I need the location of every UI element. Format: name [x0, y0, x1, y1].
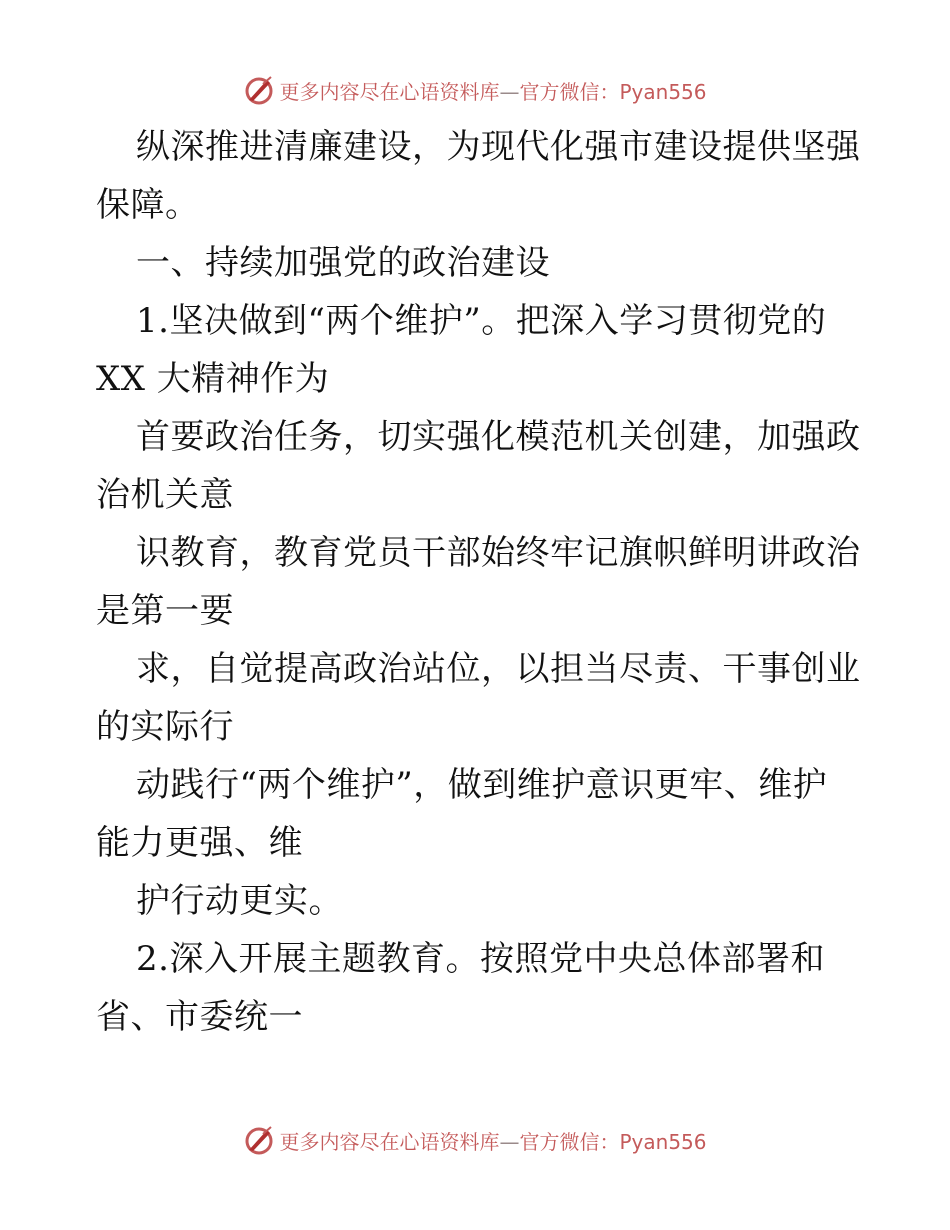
- paragraph-line: 治机关意: [96, 475, 234, 515]
- paragraph-line: 识教育，教育党员干部始终牢记旗帜鲜明讲政治: [136, 533, 861, 573]
- header-banner-id: Pyan556: [619, 79, 707, 104]
- paragraph-line: 2.深入开展主题教育。按照党中央总体部署和: [136, 939, 825, 979]
- section-heading: 一、持续加强党的政治建设: [136, 243, 550, 283]
- footer-banner-text: [279, 1126, 706, 1155]
- paragraph-line: 护行动更实。: [136, 881, 343, 921]
- footer-banner-separator: —: [499, 1129, 520, 1154]
- paragraph-line: 动践行“两个维护”，做到维护意识更牢、维护: [136, 765, 828, 805]
- paragraph-line: 的实际行: [96, 707, 234, 747]
- paragraph-line: 省、市委统一: [96, 997, 303, 1037]
- footer-banner-official: 官方微信：: [519, 1129, 620, 1154]
- paragraph-line: 纵深推进清廉建设，为现代化强市建设提供坚强: [136, 127, 861, 167]
- paragraph-line: 是第一要: [96, 591, 234, 631]
- footer-banner-main: 更多内容尽在心语资料库: [279, 1129, 500, 1154]
- header-banner-official: 官方微信：: [519, 79, 620, 104]
- header-watermark-banner: [0, 70, 950, 110]
- paragraph-line: 求，自觉提高政治站位，以担当尽责、干事创业: [136, 649, 861, 689]
- quill-logo-icon: [243, 1124, 275, 1156]
- footer-watermark-banner: [0, 1120, 950, 1160]
- header-banner-text: [279, 76, 706, 105]
- document-body: [96, 118, 861, 1046]
- header-banner-main: 更多内容尽在心语资料库: [279, 79, 500, 104]
- paragraph-line: 保障。: [96, 185, 200, 225]
- paragraph-line: 能力更强、维: [96, 823, 303, 863]
- footer-banner-id: Pyan556: [619, 1129, 707, 1154]
- paragraph-line: 1.坚决做到“两个维护”。把深入学习贯彻党的: [136, 301, 827, 341]
- paragraph-line: XX 大精神作为: [96, 359, 330, 399]
- paragraph-line: 首要政治任务，切实强化模范机关创建，加强政: [136, 417, 861, 457]
- quill-logo-icon: [243, 74, 275, 106]
- header-banner-separator: —: [499, 79, 520, 104]
